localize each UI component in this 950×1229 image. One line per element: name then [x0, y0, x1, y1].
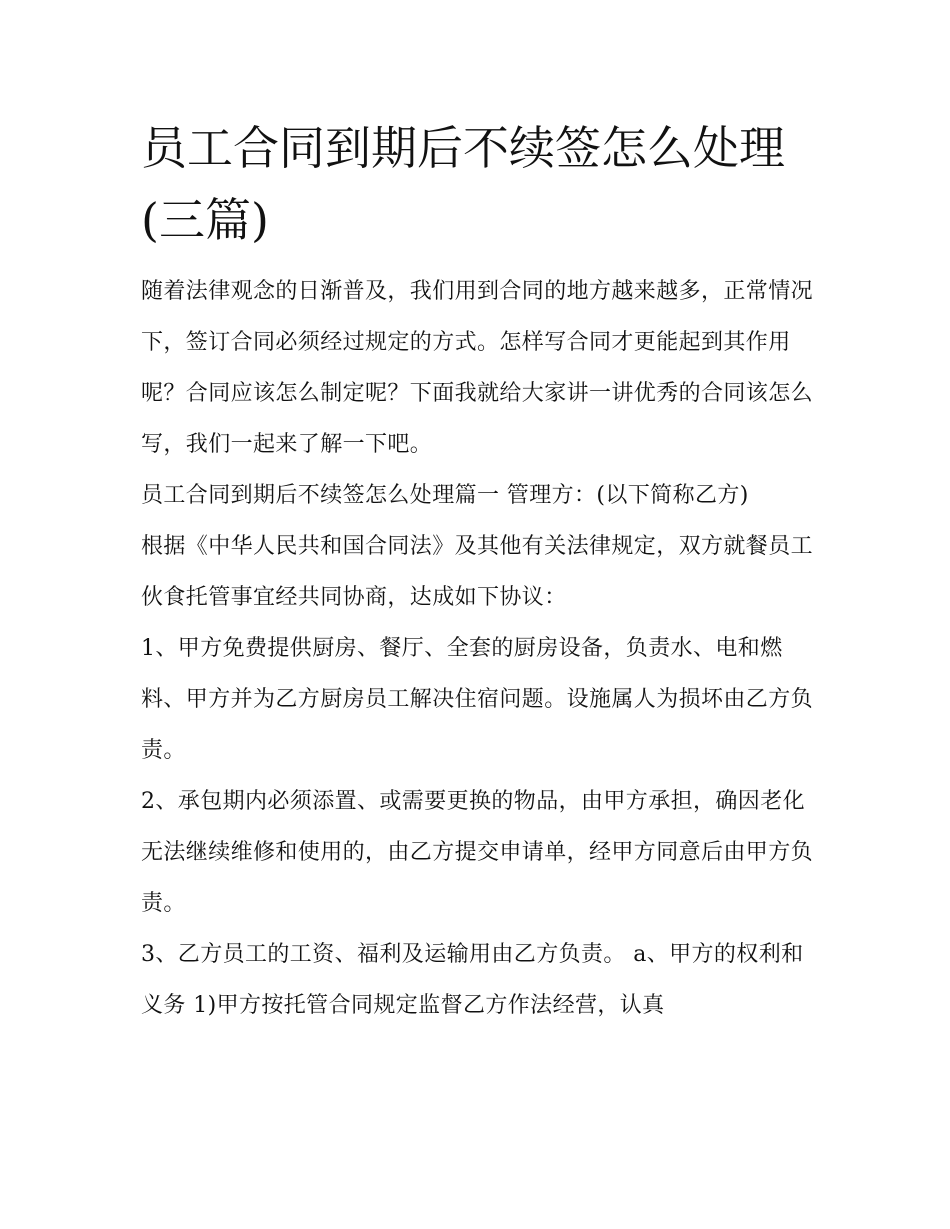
document-title: 员工合同到期后不续签怎么处理(三篇) — [141, 121, 785, 247]
clause-2-paragraph: 2、承包期内必须添置、或需要更换的物品，由甲方承担，确因老化无法继续维修和使用的，由乙方提交申请单，经甲方同意后由甲方负责。 — [141, 789, 814, 916]
legal-basis-paragraph: 根据《中华人民共和国合同法》及其他有关法律规定，双方就餐员工伙食托管事宜经共同协商，达成如下协议： — [141, 534, 814, 610]
clause-1-paragraph: 1、甲方免费提供厨房、餐厅、全套的厨房设备，负责水、电和燃料、甲方并为乙方厨房员工解决住宿问题。设施属人为损坏由乙方负责。 — [141, 636, 814, 763]
clause-3-paragraph: 3、乙方员工的工资、福利及运输用由乙方负责。 a、甲方的权利和义务 1)甲方按托管合同规定监督乙方作法经营，认真 — [141, 942, 804, 1018]
intro-paragraph: 随着法律观念的日渐普及，我们用到合同的地方越来越多，正常情况下，签订合同必须经过规定的方式。怎样写合同才更能起到其作用呢？合同应该怎么制定呢？下面我就给大家讲一讲优秀的合同该怎么写，我们一起来了解一下吧。 — [141, 279, 814, 457]
document-body — [141, 112, 821, 1031]
title-block — [141, 112, 821, 256]
section-heading-paragraph: 员工合同到期后不续签怎么处理篇一 管理方：(以下简称乙方) — [141, 483, 749, 508]
